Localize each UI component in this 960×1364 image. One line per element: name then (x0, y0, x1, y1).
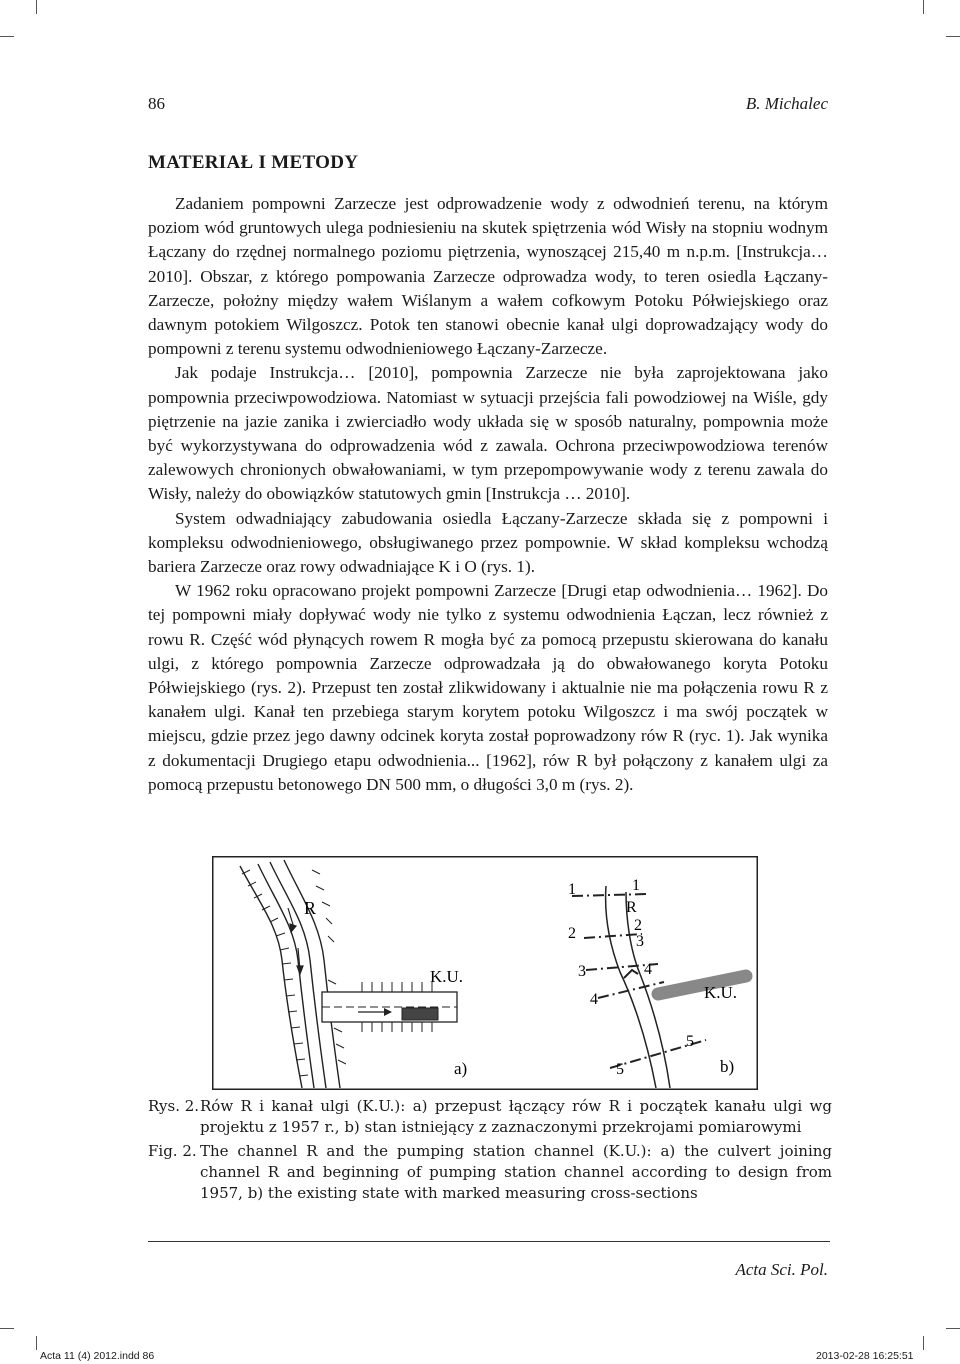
section-heading: MATERIAŁ I METODY (148, 152, 359, 173)
crop-mark (36, 0, 37, 14)
panel-b (568, 877, 746, 1088)
caption-label-en: Fig. 2. (148, 1142, 197, 1160)
caption-label-pl: Rys. 2. (148, 1097, 200, 1115)
panel-a-label: a) (454, 1059, 468, 1078)
section-5-right-label: 5 (686, 1033, 694, 1050)
section-3-left-label: 3 (578, 963, 586, 980)
paragraph: System odwadniający zabudowania osiedla Łączany-Zarzecze składa się z pompowni i kompleksu odwodnieniowego, obsługiwanego przez pompownie. W skład kompleksu wchodzą bariera Zarzecze oraz rowy odwadniające K i O (rys. 1). (148, 508, 828, 577)
figure-frame (213, 857, 758, 1090)
panel-a (240, 860, 467, 1088)
panel-b-label: b) (720, 1057, 735, 1076)
print-slug-file: Acta 11 (4) 2012.indd 86 (40, 1350, 155, 1362)
panel-a-label-ku: K.U. (430, 967, 464, 986)
paragraph: Jak podaje Instrukcja… [2010], pompownia Zarzecze nie była zaprojektowana jako pompownia przeciwpowodziowa. Natomiast w sytuacji przejścia fali powodziowej na Wiśle, gdy piętrzenie na jazie zanika i zwierciadło wody układa się w sposób naturalny, pompownia może być wykorzystywana do odprowadzenia wód z zawala. Ochrona przeciwpowodziowa terenów zalewowych chronionych obwałowaniami, w tym przepompowywanie wody z terenu zawala do Wisły, należy do obowiązków statutowych gmin [Instrukcja … 2010]. (148, 363, 828, 504)
figure-caption (148, 1096, 832, 1207)
section-3-right-label: 3 (636, 933, 644, 950)
panel-a-label-r: R (304, 898, 317, 918)
page-number: 86 (148, 94, 165, 113)
section-4-right-label: 4 (644, 961, 652, 978)
panel-b-label-ku: K.U. (704, 983, 738, 1002)
crop-mark (0, 36, 14, 37)
footer-rule (148, 1241, 830, 1242)
caption-text-pl: Rów R i kanał ulgi (K.U.): a) przepust łączący rów R i początek kanału ulgi wg projektu z 1957 r., b) stan istniejący z zaznaczonymi przekrojami pomiarowymi (200, 1097, 832, 1136)
section-1-right-label: 1 (632, 877, 640, 894)
body-text (148, 192, 828, 797)
caption-english (148, 1141, 832, 1204)
crop-mark (946, 36, 960, 37)
crop-mark (923, 0, 924, 14)
caption-text-en: The channel R and the pumping station channel (K.U.): a) the culvert joining channel R and beginning of pumping station channel according to design from 1957, b) the existing state with marked measuring cross-sections (200, 1142, 832, 1202)
section-5-left-label: 5 (616, 1061, 624, 1078)
paragraph: Zadaniem pompowni Zarzecze jest odprowadzenie wody z odwodnień terenu, na którym poziom wód gruntowych ulega podniesieniu na skutek spiętrzenia wód Wisły na stopniu wodnym Łączany do rzędnej normalnego poziomu piętrzenia, wynoszącej 215,40 m n.p.m. [Instrukcja… 2010]. Obszar, z którego pompowania Zarzecze odprowadza wody, to teren osiedla Łączany-Zarzecze, położny między wałem Wiślanym a wałem cofkowym Potoku Półwiejskiego oraz dawnym potokiem Wilgoszcz. Potok ten stanowi obecnie kanał ulgi doprowadzający wody do pompowni z terenu systemu odwodnieniowego Łączany-Zarzecze. (148, 194, 828, 359)
section-2-right-label: 2 (634, 917, 642, 934)
panel-b-label-r: R (626, 899, 637, 916)
section-4-left-label: 4 (590, 991, 598, 1008)
crop-mark (923, 1336, 924, 1350)
caption-polish (148, 1096, 832, 1138)
figure-2-diagram (212, 856, 758, 1090)
crop-mark (946, 1328, 960, 1329)
section-1-left-label: 1 (568, 881, 576, 898)
journal-name: Acta Sci. Pol. (735, 1260, 828, 1279)
section-2-left-label: 2 (568, 925, 576, 942)
crop-mark (36, 1336, 37, 1350)
paragraph: W 1962 roku opracowano projekt pompowni Zarzecze [Drugi etap odwodnienia… 1962]. Do tej pompowni miały dopływać wody nie tylko z systemu odwodnienia Łączan, lecz również z rowu R. Część wód płynących rowem R mogła być za pomocą przepustu skierowana do kanału ulgi, z którego pompownia Zarzecze odprowadzała ją do obwałowanego koryta Potoku Półwiejskiego (rys. 2). Przepust ten został zlikwidowany i aktualnie nie ma połączenia rowu R z kanałem ulgi. Kanał ten przebiega starym korytem potoku Wilgoszcz i ma swój początek w miejscu, gdzie przez jego dawny odcinek koryta został poprowadzony rów R (ryc. 1). Jak wynika z dokumentacji Drugiego etapu odwodnienia... [1962], rów R był połączony z kanałem ulgi za pomocą przepustu betonowego DN 500 mm, o długości 3,0 m (rys. 2). (148, 581, 828, 794)
running-header-author: B. Michalec (745, 94, 828, 113)
print-slug-timestamp: 2013-02-28 16:25:51 (816, 1350, 914, 1362)
crop-mark (0, 1328, 14, 1329)
